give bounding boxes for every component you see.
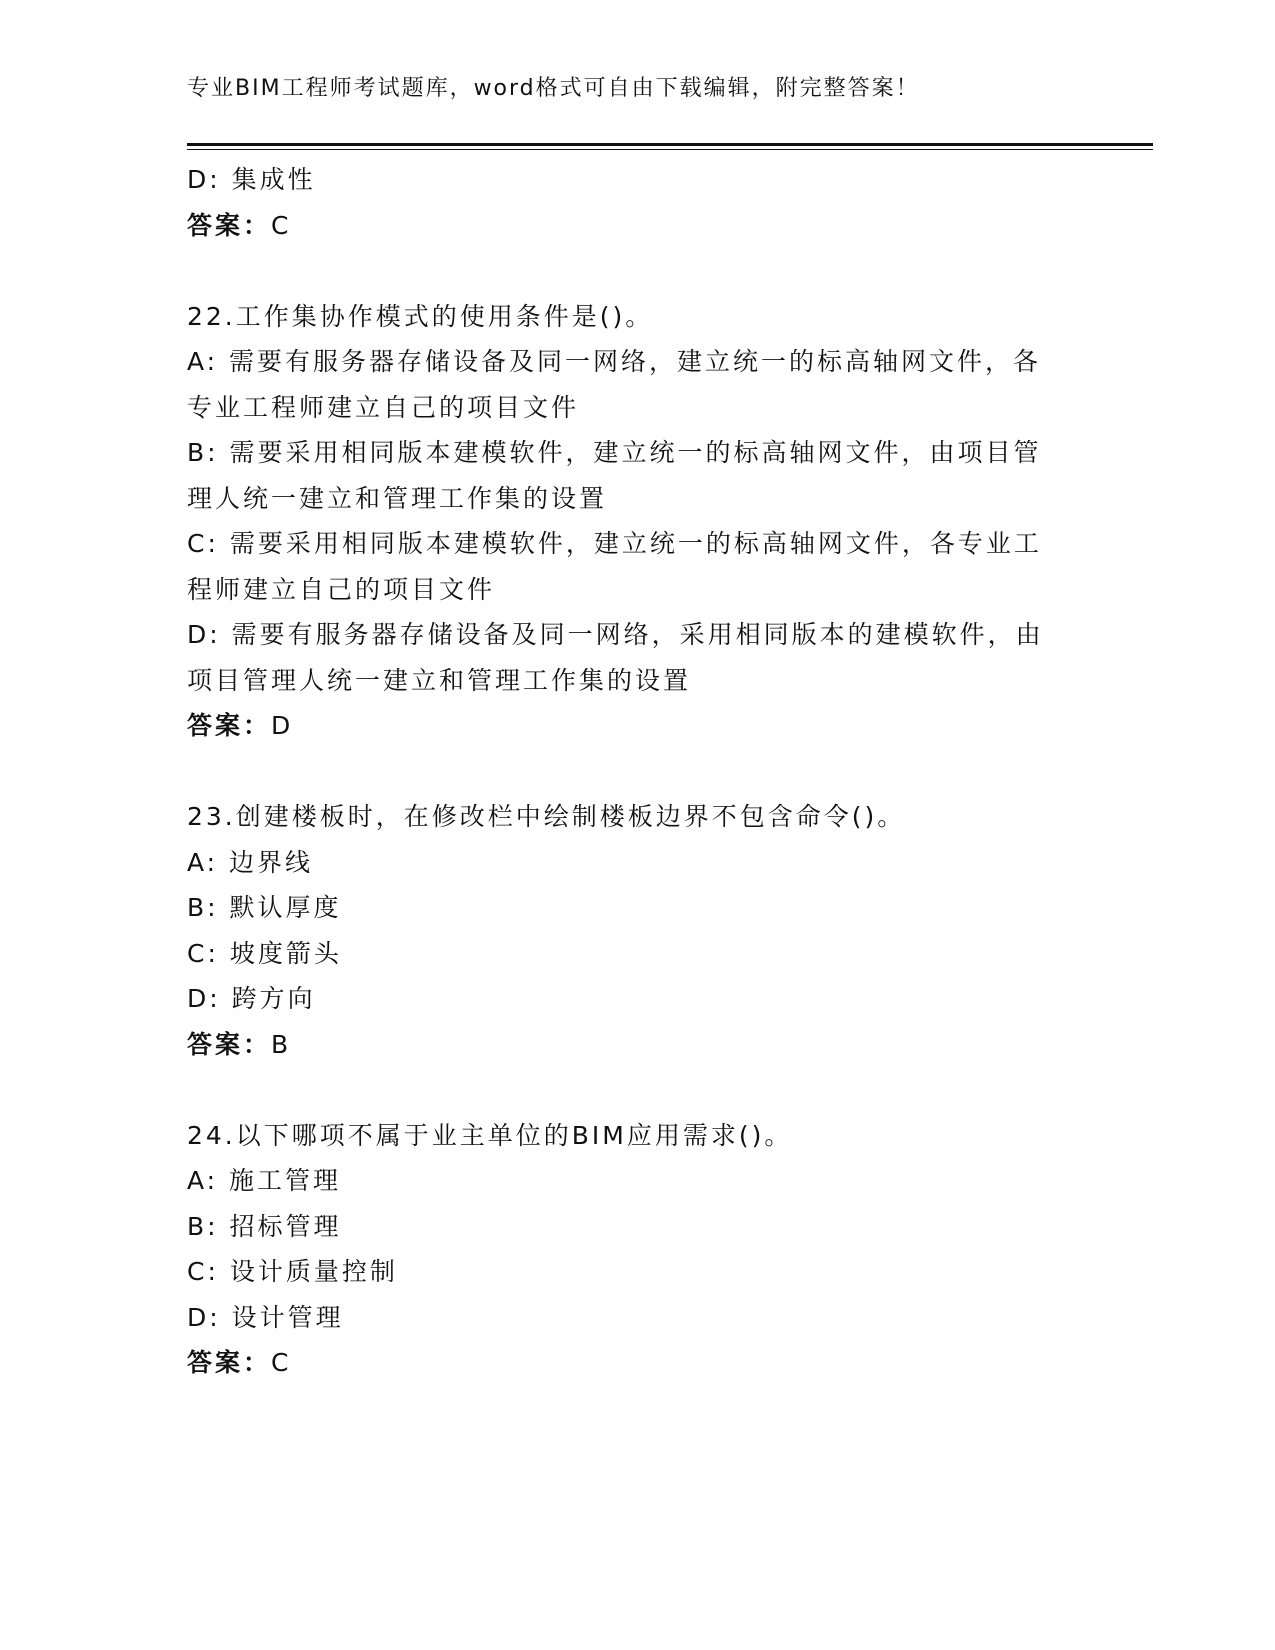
answer-value: B (271, 1029, 292, 1059)
option-a: A: 施工管理 (187, 1166, 342, 1195)
option-b-continued: 理人统一建立和管理工作集的设置 (187, 483, 608, 513)
question-22 (187, 294, 1087, 749)
option-d-continued: 项目管理人统一建立和管理工作集的设置 (187, 665, 692, 695)
option-d: D: 需要有服务器存储设备及同一网络，采用相同版本的建模软件，由 (187, 620, 1044, 649)
answer-value: C (271, 210, 292, 240)
option-d: D: 跨方向 (187, 984, 316, 1013)
option-a-continued: 专业工程师建立自己的项目文件 (187, 392, 580, 422)
answer-line (187, 203, 1087, 249)
header-rule-thick (187, 143, 1153, 146)
question-stem: 23.创建楼板时，在修改栏中绘制楼板边界不包含命令()。 (187, 802, 906, 831)
answer-label: 答案： (187, 711, 272, 740)
document-body (187, 157, 1087, 1386)
option-d: D: 设计管理 (187, 1302, 344, 1332)
option-d: D: 集成性 (187, 165, 316, 194)
page-header: 专业BIM工程师考试题库，word格式可自由下载编辑，附完整答案！ (187, 76, 920, 101)
option-c: C: 设计质量控制 (187, 1257, 398, 1286)
option-a: A: 边界线 (187, 847, 314, 877)
header-rule-thin (187, 149, 1153, 150)
option-c-continued: 程师建立自己的项目文件 (187, 574, 496, 604)
question-stem: 22.工作集协作模式的使用条件是()。 (187, 301, 654, 331)
answer-value: D (271, 711, 294, 740)
answer-line (187, 1022, 1087, 1068)
question-stem: 24.以下哪项不属于业主单位的BIM应用需求()。 (187, 1120, 793, 1150)
question-23 (187, 794, 1087, 1067)
option-c: C: 需要采用相同版本建模软件，建立统一的标高轴网文件，各专业工 (187, 529, 1042, 558)
spacer (187, 248, 1087, 294)
spacer (187, 1067, 1087, 1113)
answer-line (187, 703, 1087, 749)
question-24 (187, 1113, 1087, 1386)
spacer (187, 749, 1087, 795)
answer-line (187, 1340, 1087, 1386)
option-b: B: 默认厚度 (187, 893, 342, 922)
answer-label: 答案： (187, 210, 272, 240)
option-c: C: 坡度箭头 (187, 938, 342, 968)
option-b: B: 招标管理 (187, 1211, 342, 1241)
answer-label: 答案： (187, 1029, 272, 1059)
option-b: B: 需要采用相同版本建模软件，建立统一的标高轴网文件，由项目管 (187, 438, 1042, 467)
answer-value: C (271, 1348, 292, 1377)
answer-label: 答案： (187, 1348, 272, 1377)
option-a: A: 需要有服务器存储设备及同一网络，建立统一的标高轴网文件，各 (187, 347, 1042, 376)
